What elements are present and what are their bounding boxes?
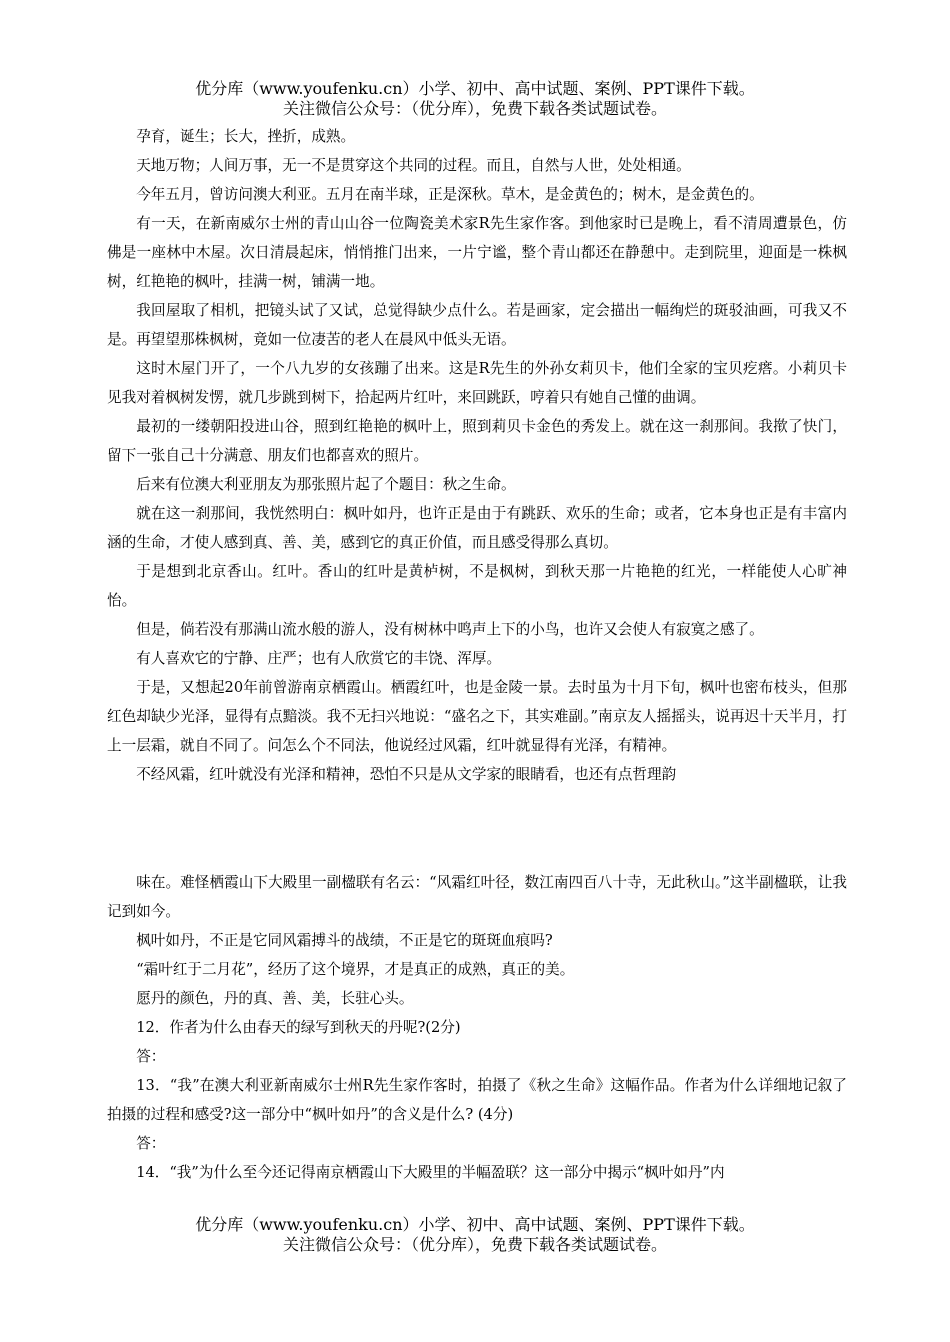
banner-line-2: 关注微信公众号：（优分库），免费下载各类试题试卷。 <box>282 1235 667 1254</box>
paragraph: 愿丹的颜色，丹的真、善、美，长驻心头。 <box>136 990 414 1007</box>
paragraph: 最初的一缕朝阳投进山谷，照到红艳艳的枫叶上，照到莉贝卡金色的秀发上。就在这一刹那间。我揿了快门，留下一张自己十分满意、朋友们也都喜欢的照片。 <box>107 418 847 464</box>
paragraph: “霜叶红于二月花”，经历了这个境界，才是真正的成熟，真正的美。 <box>136 961 575 978</box>
banner-line-1: 优分库（www.youfenku.cn）小学、初中、高中试题、案例、PPT课件下载。 <box>195 79 755 98</box>
paragraph: 今年五月，曾访问澳大利亚。五月在南半球，正是深秋。草木，是金黄色的；树木，是金黄色的。 <box>136 186 764 203</box>
paragraph: 我回屋取了相机，把镜头试了又试，总觉得缺少点什么。若是画家，定会描出一幅绚烂的斑驳油画，可我又不是。再望望那株枫树，竟如一位凄苦的老人在晨风中低头无语。 <box>107 302 847 348</box>
answer-label: 答： <box>136 1048 166 1065</box>
paragraph: 天地万物；人间万事，无一不是贯穿这个共同的过程。而且，自然与人世，处处相通。 <box>136 157 691 174</box>
header-banner <box>0 79 950 119</box>
question-14: 14．“我”为什么至今还记得南京栖霞山下大殿里的半幅盈联？这一部分中揭示“枫叶如丹”内 <box>136 1164 725 1181</box>
paragraph: 但是，倘若没有那满山流水般的游人，没有树林中鸣声上下的小鸟，也许又会使人有寂寞之感了。 <box>136 621 764 638</box>
paragraph: 不经风霜，红叶就没有光泽和精神，恐怕不只是从文学家的眼睛看，也还有点哲理韵 <box>136 766 677 783</box>
question-12: 12．作者为什么由春天的绿写到秋天的丹呢?(2分) <box>136 1019 461 1036</box>
banner-line-2: 关注微信公众号：（优分库），免费下载各类试题试卷。 <box>282 99 667 118</box>
paragraph: 这时木屋门开了，一个八九岁的女孩蹦了出来。这是R先生的外孙女莉贝卡，他们全家的宝贝疙瘩。小莉贝卡见我对着枫树发愣，就几步跳到树下，拾起两片红叶，来回跳跃，哼着只有她自己懂的曲调。 <box>107 360 847 406</box>
paragraph: 孕育，诞生；长大，挫折，成熟。 <box>136 128 356 145</box>
paragraph: 于是想到北京香山。红叶。香山的红叶是黄栌树，不是枫树，到秋天那一片艳艳的红光，一样能使人心旷神怡。 <box>107 563 847 609</box>
paragraph: 于是，又想起20年前曾游南京栖霞山。栖霞红叶，也是金陵一景。去时虽为十月下旬，枫叶也密布枝头，但那红色却缺少光泽，显得有点黯淡。我不无扫兴地说：“盛名之下，其实难副。”南京友人摇摇头，说再迟十天半月，打上一层霜，就自不同了。问怎么个不同法，他说经过风霜，红叶就显得有光泽，有精神。 <box>107 679 847 754</box>
banner-line-1: 优分库（www.youfenku.cn）小学、初中、高中试题、案例、PPT课件下载。 <box>195 1215 755 1234</box>
paragraph: 味在。难怪栖霞山下大殿里一副楹联有名云：“风霜红叶径，数江南四百八十寺，无此秋山。”这半副楹联，让我记到如今。 <box>107 874 847 920</box>
paragraph: 枫叶如丹，不正是它同风霜搏斗的战绩，不正是它的斑斑血痕吗? <box>136 932 553 949</box>
paragraph: 有人喜欢它的宁静、庄严；也有人欣赏它的丰饶、浑厚。 <box>136 650 502 667</box>
footer-banner <box>0 1215 950 1255</box>
answer-label: 答： <box>136 1135 166 1152</box>
question-13: 13．“我”在澳大利亚新南威尔士州R先生家作客时，拍摄了《秋之生命》这幅作品。作者为什么详细地记叙了拍摄的过程和感受?这一部分中“枫叶如丹”的含义是什么? (4分) <box>107 1077 847 1123</box>
paragraph: 就在这一刹那间，我恍然明白：枫叶如丹，也许正是由于有跳跃、欢乐的生命；或者，它本身也正是有丰富内涵的生命，才使人感到真、善、美，感到它的真正价值，而且感受得那么真切。 <box>107 505 847 551</box>
article-body-lower <box>107 868 847 1187</box>
article-body-upper <box>107 122 847 789</box>
paragraph: 后来有位澳大利亚朋友为那张照片起了个题目：秋之生命。 <box>136 476 516 493</box>
paragraph: 有一天，在新南威尔士州的青山山谷一位陶瓷美术家R先生家作客。到他家时已是晚上，看不清周遭景色，仿佛是一座林中木屋。次日清晨起床，悄悄推门出来，一片宁谧，整个青山都还在静憩中。走到院里，迎面是一株枫树，红艳艳的枫叶，挂满一树，铺满一地。 <box>107 215 847 290</box>
